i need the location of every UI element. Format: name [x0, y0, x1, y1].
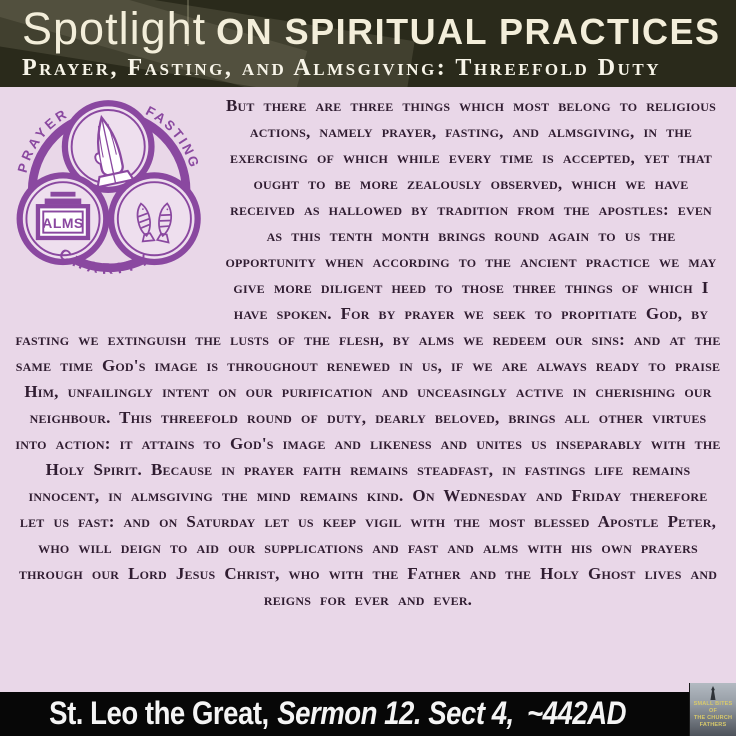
- header-banner: [0, 0, 736, 87]
- quote-text: But there are three things which most belong to religious actions, namely prayer, fasting, and almsgiving, in the exercising of which while every time is accepted, yet that ought to be more zealously observed, which we have received as hallowed by tradition from the apostles: even as this tenth month brings round again to us the opportunity when according to the ancient practice we may give more diligent heed to those three things of which I have spoken. For by prayer we seek to propitiate God, by fasting we extinguish the lusts of the flesh, by alms we redeem our sins: and at the same time God's image is throughout renewed in us, if we are always ready to praise Him, unfailingly intent on our purification and unceasingly active in cherishing our neighbour. This threefold round of duty, dearly beloved, brings all other virtues into action: it attains to God's image and likeness and unites us inseparably with the Holy Spirit. Because in prayer faith remains steadfast, in fastings life remains innocent, in almsgiving the mind remains kind. On Wednesday and Friday therefore let us fast: and on Saturday let us keep vigil with the most blessed Apostle Peter, who will deign to aid our supplications and fast and alms with his own prayers through our Lord Jesus Christ, who with the Father and the Holy Ghost lives and reigns for ever and ever.: [15, 96, 721, 609]
- attribution-source: Sermon 12. Sect 4,: [277, 695, 515, 732]
- attribution-bar: [0, 692, 736, 736]
- quote-body: [0, 87, 736, 692]
- emblem-svg: [12, 93, 214, 305]
- publisher-badge: [689, 683, 736, 736]
- attribution-date: ~442AD: [527, 695, 627, 732]
- title-word: Spotlight: [22, 3, 207, 54]
- attribution: [50, 696, 627, 733]
- fish-icon: [111, 175, 198, 262]
- threefold-emblem: [12, 93, 214, 305]
- emblem-charity-label: CHARITY: [55, 245, 156, 278]
- badge-text: [690, 701, 736, 729]
- badge-line: SMALL BITES OF: [693, 701, 733, 714]
- emblem-prayer-label: PRAYER: [14, 105, 72, 175]
- attribution-author: St. Leo the Great,: [49, 695, 270, 732]
- page-subtitle: Prayer, Fasting, and Almsgiving: Threefold Duty: [22, 55, 661, 81]
- page-title: [22, 3, 736, 55]
- badge-figure-icon: [709, 686, 718, 700]
- alms-label: ALMS: [42, 214, 84, 231]
- badge-line: FATHERS: [699, 722, 727, 728]
- badge-line: THE CHURCH: [693, 715, 733, 721]
- emblem-fasting-label: FASTING: [143, 103, 203, 171]
- title-caps: ON SPIRITUAL PRACTICES: [216, 11, 721, 52]
